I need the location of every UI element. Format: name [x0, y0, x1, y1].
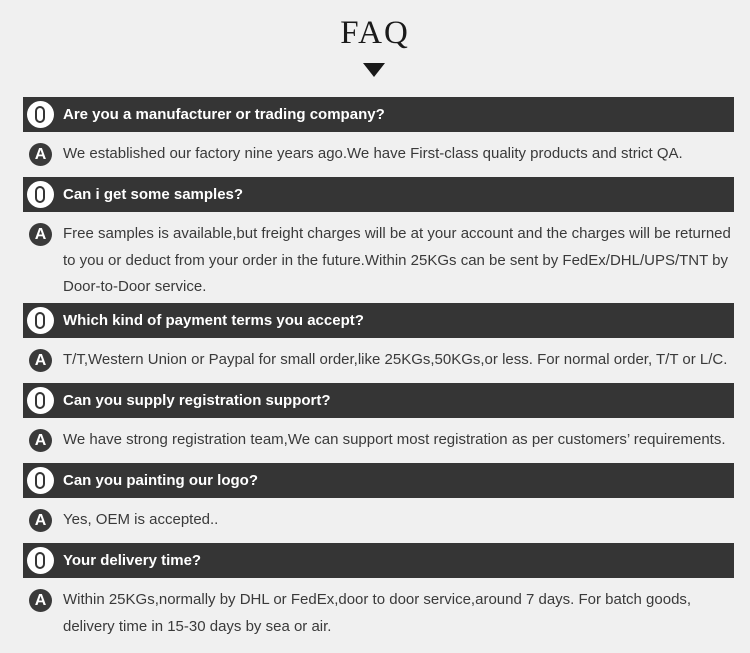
- answer-badge-icon: A: [29, 349, 52, 372]
- faq-question-bar: [23, 97, 734, 132]
- faq-question: Are you a manufacturer or trading company?: [63, 106, 385, 123]
- question-badge-icon: [27, 181, 54, 208]
- answer-badge-icon: A: [29, 143, 52, 166]
- faq-question-bar: [23, 303, 734, 338]
- faq-question: Which kind of payment terms you accept?: [63, 312, 364, 329]
- answer-badge-icon: A: [29, 509, 52, 532]
- faq-answer-text: Yes, OEM is accepted..: [63, 511, 219, 528]
- faq-answer-text: Within 25KGs,normally by DHL or FedEx,door to door service,around 7 days. For batch goods, delivery time in 15-30 days by sea or air.: [63, 591, 692, 635]
- question-badge-icon: [27, 467, 54, 494]
- faq-question-bar: [23, 383, 734, 418]
- down-arrow-icon: [363, 63, 385, 77]
- faq-question-bar: [23, 177, 734, 212]
- faq-answer-text: Free samples is available,but freight charges will be at your account and the charges will be returned to you or deduct from your order in the future.Within 25KGs can be sent by FedEx/DHL/UPS/TNT by Door-to-Door service.: [63, 225, 731, 295]
- faq-question: Can you painting our logo?: [63, 472, 258, 489]
- faq-answer-text: T/T,Western Union or Paypal for small order,like 25KGs,50KGs,or less. For normal order, T/T or L/C.: [63, 351, 728, 368]
- answer-badge-icon: A: [29, 589, 52, 612]
- faq-question-bar: [23, 463, 734, 498]
- question-badge-icon: [27, 547, 54, 574]
- answer-badge-icon: A: [29, 223, 52, 246]
- page-title: FAQ: [340, 15, 410, 51]
- faq-question-bar: [23, 543, 734, 578]
- answer-badge-icon: A: [29, 429, 52, 452]
- faq-question: Your delivery time?: [63, 552, 202, 569]
- question-badge-icon: [27, 387, 54, 414]
- question-badge-icon: [27, 101, 54, 128]
- faq-answer-text: We have strong registration team,We can support most registration as per customers’ requirements.: [63, 431, 726, 448]
- question-badge-icon: [27, 307, 54, 334]
- faq-question: Can you supply registration support?: [63, 392, 331, 409]
- faq-question: Can i get some samples?: [63, 186, 244, 203]
- faq-answer-text: We established our factory nine years ago.We have First-class quality products and strict QA.: [63, 145, 683, 162]
